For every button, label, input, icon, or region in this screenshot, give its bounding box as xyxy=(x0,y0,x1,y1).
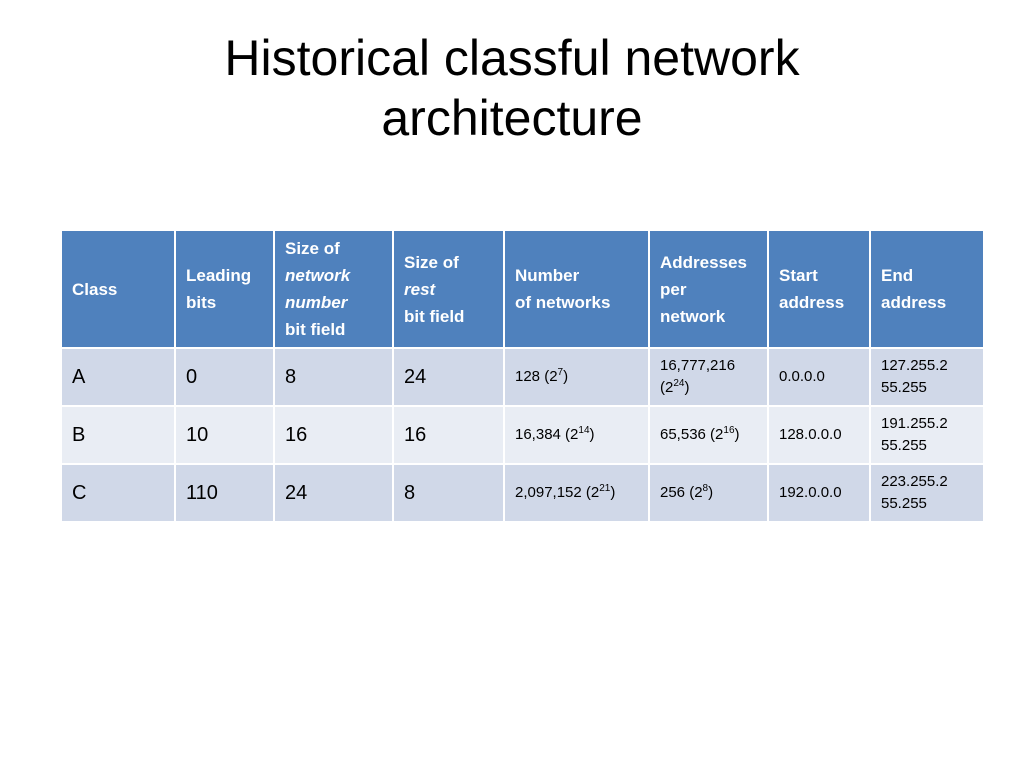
cell-number-of-networks: 2,097,152 $(2^{21})$ xyxy=(504,464,649,522)
cell-class: C xyxy=(61,464,175,522)
cell-leading-bits: 0 xyxy=(175,348,274,406)
cell-start-address: 128.0.0.0 xyxy=(768,406,870,464)
header-addresses-per-network: Addresses per network xyxy=(649,230,768,348)
slide-title xyxy=(0,28,1024,148)
cell-class: A xyxy=(61,348,175,406)
cell-rest-bits: 8 xyxy=(393,464,504,522)
cell-network-bits: 24 xyxy=(274,464,393,522)
classful-network-table xyxy=(60,229,985,523)
cell-addresses-per-network: 16,777,216 $(2^{24})$ xyxy=(649,348,768,406)
cell-network-bits: 8 xyxy=(274,348,393,406)
cell-end-address: 127.255.2 55.255 xyxy=(870,348,984,406)
header-start-address: Start address xyxy=(768,230,870,348)
cell-rest-bits: 16 xyxy=(393,406,504,464)
cell-network-bits: 16 xyxy=(274,406,393,464)
header-number-of-networks: Number of networks xyxy=(504,230,649,348)
slide-title-line-1: Historical classful network xyxy=(224,30,800,86)
table-row-class-b xyxy=(61,406,984,464)
cell-end-address: 191.255.2 55.255 xyxy=(870,406,984,464)
cell-number-of-networks: 128 $(2^7)$ xyxy=(504,348,649,406)
header-rest-size: Size of rest bit field xyxy=(393,230,504,348)
cell-end-address: 223.255.2 55.255 xyxy=(870,464,984,522)
header-class: Class xyxy=(61,230,175,348)
header-network-number-size: Size of network number bit field xyxy=(274,230,393,348)
cell-rest-bits: 24 xyxy=(393,348,504,406)
cell-leading-bits: 110 xyxy=(175,464,274,522)
table-row-class-c xyxy=(61,464,984,522)
cell-addresses-per-network: 65,536 $(2^{16})$ xyxy=(649,406,768,464)
header-leading-bits: Leading bits xyxy=(175,230,274,348)
table-header-row xyxy=(61,230,984,348)
slide-title-line-2: architecture xyxy=(381,90,643,146)
cell-start-address: 0.0.0.0 xyxy=(768,348,870,406)
table-row-class-a xyxy=(61,348,984,406)
cell-class: B xyxy=(61,406,175,464)
cell-leading-bits: 10 xyxy=(175,406,274,464)
header-end-address: End address xyxy=(870,230,984,348)
cell-number-of-networks: 16,384 $(2^{14})$ xyxy=(504,406,649,464)
cell-addresses-per-network: 256 $(2^8)$ xyxy=(649,464,768,522)
cell-start-address: 192.0.0.0 xyxy=(768,464,870,522)
